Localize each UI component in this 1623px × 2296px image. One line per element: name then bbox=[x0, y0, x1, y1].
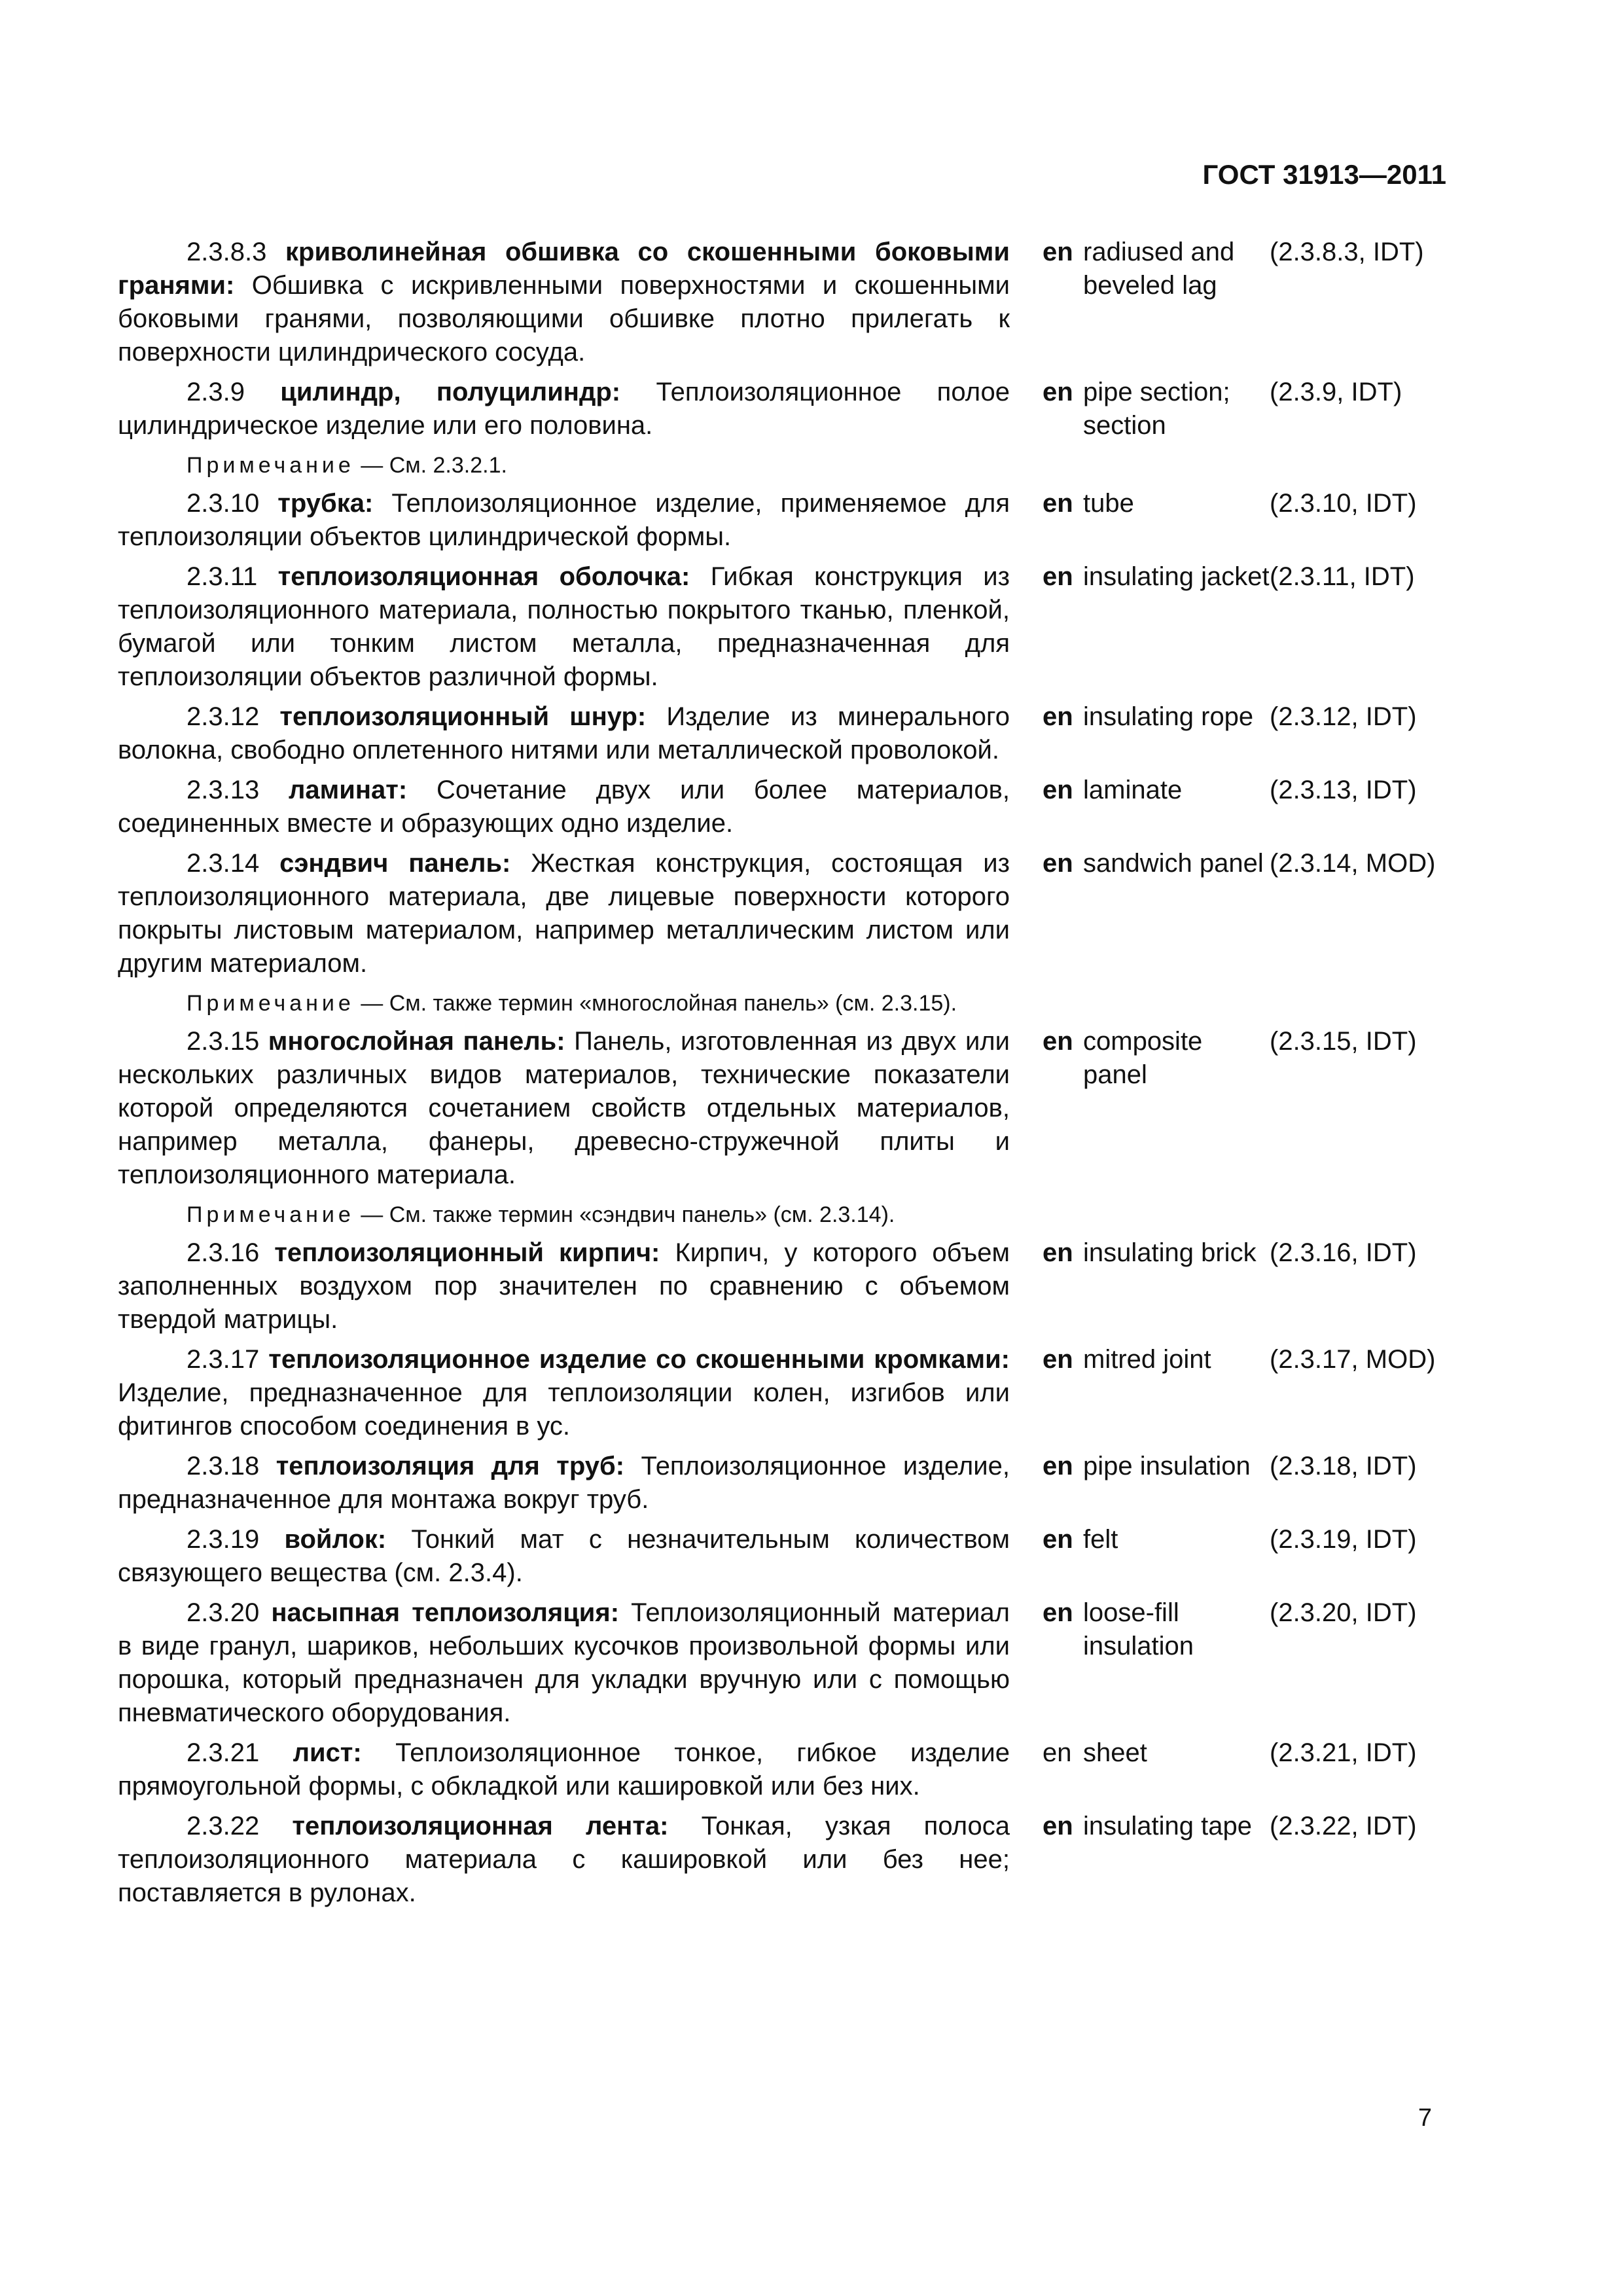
term-definition-column bbox=[118, 1523, 1010, 1590]
term-entry bbox=[118, 1025, 1472, 1230]
standard-reference: (2.3.12, IDT) bbox=[1270, 702, 1417, 731]
note-text: — См. 2.3.2.1. bbox=[361, 453, 507, 478]
english-term: insulating rope bbox=[1083, 702, 1254, 731]
term-title: криволинейная обшивка со скошенными боковыми гранями: bbox=[118, 238, 1010, 300]
term-entry bbox=[118, 487, 1472, 554]
term-number: 2.3.11 bbox=[187, 562, 258, 591]
term-entry bbox=[118, 1596, 1472, 1730]
term-number: 2.3.17 bbox=[187, 1345, 260, 1374]
note-label: Примечание bbox=[187, 453, 355, 478]
term-paragraph bbox=[118, 847, 1010, 980]
term-definition-column bbox=[118, 236, 1010, 369]
term-title: теплоизоляционное изделие со скошенными кромками: bbox=[268, 1345, 1010, 1374]
term-entry bbox=[118, 376, 1472, 480]
term-number: 2.3.9 bbox=[187, 378, 245, 406]
language-code: en bbox=[1043, 702, 1073, 731]
term-definition-column bbox=[118, 560, 1010, 694]
term-definition-column bbox=[118, 1450, 1010, 1516]
term-equivalent-column bbox=[1043, 1236, 1417, 1336]
english-term: pipe section; section bbox=[1083, 378, 1230, 440]
term-number: 2.3.19 bbox=[187, 1525, 260, 1554]
term-entry bbox=[118, 1736, 1472, 1803]
term-entry bbox=[118, 1343, 1472, 1443]
english-term: felt bbox=[1083, 1525, 1118, 1554]
term-definition-column bbox=[118, 847, 1010, 1018]
term-equivalent-column bbox=[1043, 1736, 1417, 1803]
note-label: Примечание bbox=[187, 991, 355, 1016]
english-term: pipe insulation bbox=[1083, 1452, 1251, 1480]
term-title: многослойная панель: bbox=[268, 1027, 565, 1056]
term-entry bbox=[118, 847, 1472, 1018]
page-number: 7 bbox=[1418, 2104, 1432, 2132]
term-note bbox=[118, 1200, 1010, 1230]
term-title: цилиндр, полуцилиндр: bbox=[280, 378, 621, 406]
term-entry bbox=[118, 1450, 1472, 1516]
terms-list bbox=[118, 236, 1472, 1916]
term-definition-column bbox=[118, 487, 1010, 554]
language-code: en bbox=[1043, 1738, 1072, 1767]
language-code: en bbox=[1043, 238, 1073, 266]
language-code: en bbox=[1043, 1238, 1073, 1267]
term-number: 2.3.10 bbox=[187, 489, 260, 518]
term-paragraph bbox=[118, 700, 1010, 767]
term-definition: Теплоизоляционное полое цилиндрическое изделие или его половина. bbox=[118, 378, 1010, 440]
term-number: 2.3.8.3 bbox=[187, 238, 267, 266]
term-definition-column bbox=[118, 1810, 1010, 1910]
language-code: en bbox=[1043, 378, 1073, 406]
standard-reference: (2.3.15, IDT) bbox=[1270, 1027, 1417, 1056]
term-paragraph bbox=[118, 1450, 1010, 1516]
term-definition: Гибкая конструкция из теплоизоляционного материала, полностью покрытого тканью, пленкой, бумагой или тонким листом металла, предназначенная для теплоизоляции объектов различной формы. bbox=[118, 562, 1010, 691]
term-title: теплоизоляция для труб: bbox=[276, 1452, 625, 1480]
term-equivalent-column bbox=[1043, 1025, 1417, 1230]
language-code: en bbox=[1043, 776, 1073, 804]
term-number: 2.3.14 bbox=[187, 849, 260, 878]
english-term: loose-fill insulation bbox=[1083, 1598, 1194, 1660]
standard-reference: (2.3.16, IDT) bbox=[1270, 1238, 1417, 1267]
english-term: radiused and beveled lag bbox=[1083, 238, 1235, 300]
term-paragraph bbox=[118, 487, 1010, 554]
standard-reference: (2.3.21, IDT) bbox=[1270, 1738, 1417, 1767]
term-number: 2.3.12 bbox=[187, 702, 260, 731]
standard-reference: (2.3.13, IDT) bbox=[1270, 776, 1417, 804]
term-equivalent-column bbox=[1043, 1523, 1417, 1590]
term-equivalent-column bbox=[1043, 1450, 1417, 1516]
term-definition-column bbox=[118, 1236, 1010, 1336]
term-equivalent-column bbox=[1043, 1596, 1417, 1730]
term-equivalent-column bbox=[1043, 847, 1435, 1018]
term-paragraph bbox=[118, 1736, 1010, 1803]
english-term: sandwich panel bbox=[1083, 849, 1264, 878]
term-title: теплоизоляционная лента: bbox=[292, 1812, 669, 1840]
language-code: en bbox=[1043, 1598, 1073, 1627]
term-definition: Кирпич, у которого объем заполненных воздухом пор значителен по сравнению с объемом твердой матрицы. bbox=[118, 1238, 1010, 1334]
standard-reference: (2.3.18, IDT) bbox=[1270, 1452, 1417, 1480]
term-entry bbox=[118, 700, 1472, 767]
term-definition-column bbox=[118, 1343, 1010, 1443]
standard-reference: (2.3.9, IDT) bbox=[1270, 378, 1402, 406]
english-term: mitred joint bbox=[1083, 1345, 1211, 1374]
term-title: насыпная теплоизоляция: bbox=[271, 1598, 620, 1627]
english-term: insulating brick bbox=[1083, 1238, 1257, 1267]
term-entry bbox=[118, 1810, 1472, 1910]
term-equivalent-column bbox=[1043, 774, 1417, 840]
language-code: en bbox=[1043, 1525, 1073, 1554]
term-paragraph bbox=[118, 1523, 1010, 1590]
term-definition: Тонкий мат с незначительным количеством связующего вещества (см. 2.3.4). bbox=[118, 1525, 1010, 1587]
term-equivalent-column bbox=[1043, 1810, 1417, 1910]
term-definition: Теплоизоляционное изделие, предназначенное для монтажа вокруг труб. bbox=[118, 1452, 1010, 1514]
term-title: теплоизоляционный кирпич: bbox=[274, 1238, 660, 1267]
term-definition-column bbox=[118, 1025, 1010, 1230]
term-paragraph bbox=[118, 560, 1010, 694]
term-entry bbox=[118, 560, 1472, 694]
document-header: ГОСТ 31913—2011 bbox=[1202, 159, 1446, 190]
term-definition: Тонкая, узкая полоса теплоизоляционного материала с кашировкой или без нее; поставляется в рулонах. bbox=[118, 1812, 1010, 1907]
language-code: en bbox=[1043, 562, 1073, 591]
term-paragraph bbox=[118, 774, 1010, 840]
term-definition-column bbox=[118, 774, 1010, 840]
english-term: insulating tape bbox=[1083, 1812, 1252, 1840]
term-number: 2.3.16 bbox=[187, 1238, 260, 1267]
term-definition: Панель, изготовленная из двух или нескольких различных видов материалов, технические показатели которой определяются сочетанием свойств отдельных материалов, например металла, фанеры, древесно-стружечной плиты и теплоизоляционного материала. bbox=[118, 1027, 1010, 1189]
standard-reference: (2.3.11, IDT) bbox=[1270, 562, 1415, 591]
term-paragraph bbox=[118, 1596, 1010, 1730]
standard-reference: (2.3.22, IDT) bbox=[1270, 1812, 1417, 1840]
standard-reference: (2.3.19, IDT) bbox=[1270, 1525, 1417, 1554]
term-entry bbox=[118, 1523, 1472, 1590]
term-definition-column bbox=[118, 376, 1010, 480]
term-title: войлок: bbox=[284, 1525, 387, 1554]
term-number: 2.3.21 bbox=[187, 1738, 260, 1767]
term-paragraph bbox=[118, 1236, 1010, 1336]
standard-reference: (2.3.20, IDT) bbox=[1270, 1598, 1417, 1627]
standard-reference: (2.3.10, IDT) bbox=[1270, 489, 1417, 518]
language-code: en bbox=[1043, 489, 1073, 518]
term-title: лист: bbox=[293, 1738, 362, 1767]
term-paragraph bbox=[118, 376, 1010, 442]
term-title: сэндвич панель: bbox=[279, 849, 511, 878]
english-term: laminate bbox=[1083, 776, 1183, 804]
term-equivalent-column bbox=[1043, 487, 1417, 554]
term-equivalent-column bbox=[1043, 560, 1415, 694]
term-definition: Изделие из минерального волокна, свободно оплетенного нитями или металлической проволокой. bbox=[118, 702, 1010, 764]
standard-reference: (2.3.14, MOD) bbox=[1270, 849, 1436, 878]
term-definition: Обшивка с искривленными поверхностями и скошенными боковыми гранями, позволяющими обшивке плотно прилегать к поверхности цилиндрического сосуда. bbox=[118, 271, 1010, 367]
term-equivalent-column bbox=[1043, 236, 1424, 369]
term-definition: Жесткая конструкция, состоящая из теплоизоляционного материала, две лицевые поверхности которого покрыты листовым материалом, например металлическим листом или другим материалом. bbox=[118, 849, 1010, 978]
language-code: en bbox=[1043, 1027, 1073, 1056]
note-text: — См. также термин «сэндвич панель» (см. 2.3.14). bbox=[361, 1202, 895, 1227]
note-text: — См. также термин «многослойная панель» (см. 2.3.15). bbox=[361, 991, 957, 1016]
term-title: ламинат: bbox=[289, 776, 408, 804]
term-note bbox=[118, 988, 1010, 1018]
term-paragraph bbox=[118, 236, 1010, 369]
term-equivalent-column bbox=[1043, 376, 1402, 480]
language-code: en bbox=[1043, 1345, 1073, 1374]
term-paragraph bbox=[118, 1343, 1010, 1443]
english-term: tube bbox=[1083, 489, 1134, 518]
term-definition-column bbox=[118, 1736, 1010, 1803]
term-definition-column bbox=[118, 700, 1010, 767]
term-equivalent-column bbox=[1043, 700, 1417, 767]
english-term: insulating jacket bbox=[1083, 562, 1270, 591]
english-term: sheet bbox=[1083, 1738, 1147, 1767]
term-definition: Теплоизоляционный материал в виде гранул, шариков, небольших кусочков произвольной формы или порошка, который предназначен для укладки вручную или с помощью пневматического оборудования. bbox=[118, 1598, 1010, 1727]
language-code: en bbox=[1043, 1452, 1073, 1480]
term-definition: Изделие, предназначенное для теплоизоляции колен, изгибов или фитингов способом соединения в ус. bbox=[118, 1378, 1010, 1441]
term-title: теплоизоляционный шнур: bbox=[279, 702, 647, 731]
term-number: 2.3.22 bbox=[187, 1812, 260, 1840]
standard-reference: (2.3.8.3, IDT) bbox=[1270, 238, 1424, 266]
term-number: 2.3.20 bbox=[187, 1598, 260, 1627]
term-paragraph bbox=[118, 1810, 1010, 1910]
term-note bbox=[118, 450, 1010, 480]
term-title: теплоизоляционная оболочка: bbox=[277, 562, 690, 591]
term-number: 2.3.15 bbox=[187, 1027, 260, 1056]
term-entry bbox=[118, 236, 1472, 369]
english-term: composite panel bbox=[1083, 1027, 1203, 1089]
term-paragraph bbox=[118, 1025, 1010, 1192]
term-title: трубка: bbox=[277, 489, 374, 518]
term-definition: Сочетание двух или более материалов, соединенных вместе и образующих одно изделие. bbox=[118, 776, 1010, 838]
term-entry bbox=[118, 1236, 1472, 1336]
language-code: en bbox=[1043, 849, 1073, 878]
language-code: en bbox=[1043, 1812, 1073, 1840]
standard-reference: (2.3.17, MOD) bbox=[1270, 1345, 1436, 1374]
term-definition: Теплоизоляционное изделие, применяемое для теплоизоляции объектов цилиндрической формы. bbox=[118, 489, 1010, 551]
note-label: Примечание bbox=[187, 1202, 355, 1227]
term-number: 2.3.18 bbox=[187, 1452, 260, 1480]
term-equivalent-column bbox=[1043, 1343, 1435, 1443]
term-definition: Теплоизоляционное тонкое, гибкое изделие прямоугольной формы, с обкладкой или кашировкой или без них. bbox=[118, 1738, 1010, 1801]
term-definition-column bbox=[118, 1596, 1010, 1730]
term-entry bbox=[118, 774, 1472, 840]
term-number: 2.3.13 bbox=[187, 776, 260, 804]
